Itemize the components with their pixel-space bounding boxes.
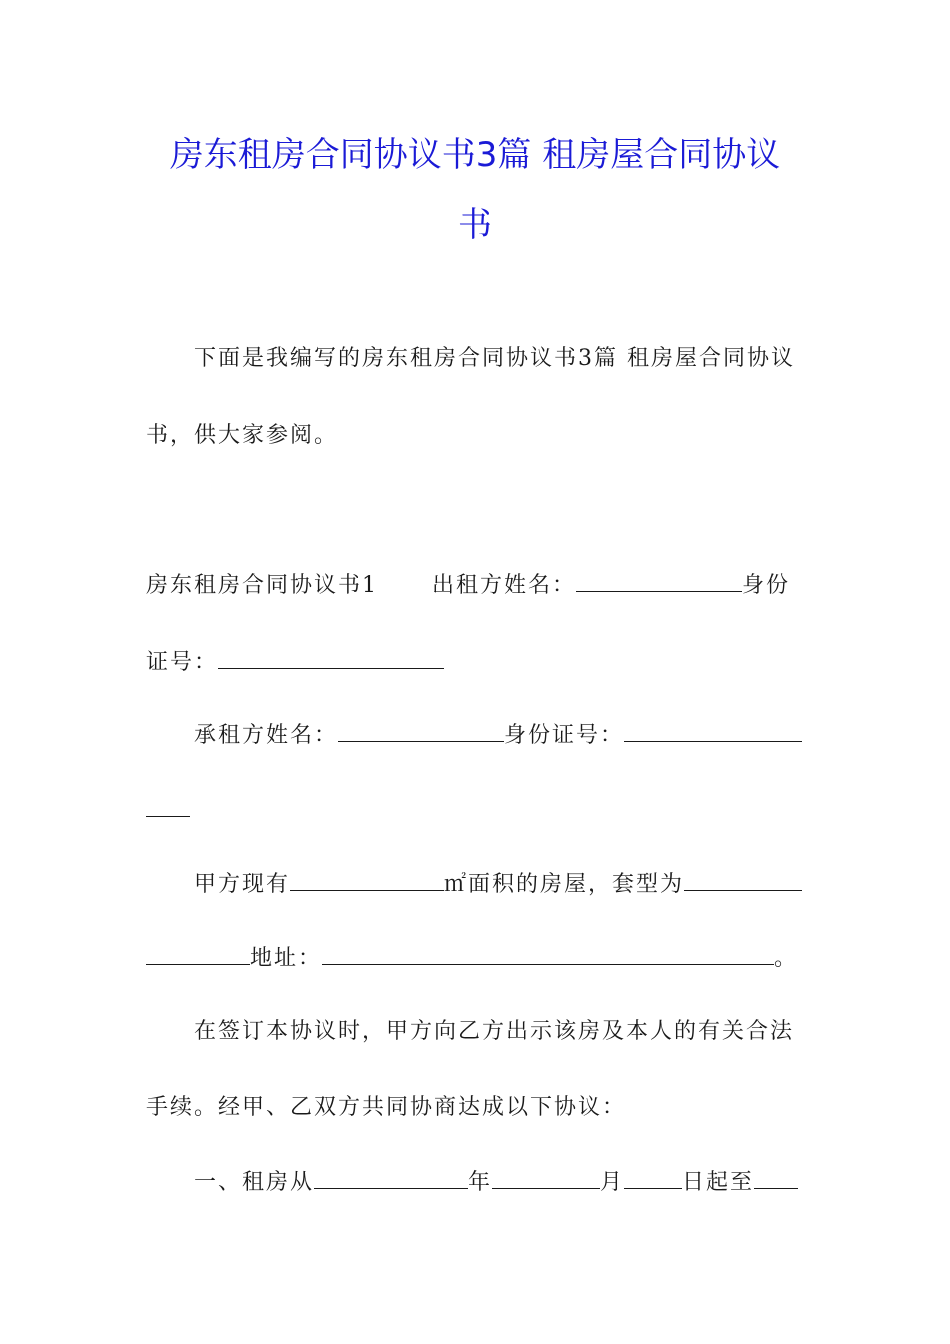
term-end-blank [754,1170,798,1189]
address-label: 地址： [250,946,323,971]
address-blank [322,946,774,965]
document-title-line-1: 房东租房合同协议书3篇 租房屋合同协议 [169,135,781,175]
area-blank [290,872,444,891]
lessor-id-row [146,650,444,674]
lessee-id-blank [624,723,802,742]
layout-type-blank [684,872,802,891]
address-end: 。 [774,946,799,971]
area-label: 甲方现有 [194,872,291,897]
term-month-blank [492,1170,600,1189]
intro-line-1: 下面是我编写的房东租房合同协议书3篇 租房屋合同协议 [194,346,795,371]
lessor-id-label-b: 证号： [146,650,219,675]
intro-line-2: 书，供大家参阅。 [146,423,339,448]
term-year-blank [314,1170,468,1189]
contract-heading: 房东租房合同协议书1 [146,573,378,598]
term-month: 月 [600,1170,625,1195]
term-day-until: 日起至 [682,1170,755,1195]
signing-line-2: 手续。经甲、乙双方共同协商达成以下协议： [146,1095,627,1120]
lessor-id-blank [218,650,444,669]
lessee-id-label: 身份证号： [504,723,625,748]
term-row [194,1170,798,1194]
lessee-name-label: 承租方姓名： [194,723,339,748]
area-unit: ㎡面积的房屋，套型为 [444,872,685,897]
lessor-name-blank [576,573,742,592]
lessee-id-continuation-row [146,798,190,822]
address-row [146,946,798,970]
lessee-id-blank-cont [146,798,190,817]
lessor-id-label-a: 身份 [742,573,791,598]
term-label: 一、租房从 [194,1170,315,1195]
term-year: 年 [468,1170,493,1195]
signing-line-1: 在签订本协议时，甲方向乙方出示该房及本人的有关合法 [194,1019,795,1044]
lessee-name-blank [338,723,504,742]
lessee-row [194,723,802,747]
layout-type-blank-cont [146,946,250,965]
contract-heading-row [146,573,790,597]
area-row [194,872,802,896]
document-title-line-2: 书 [458,205,492,245]
term-day-blank [624,1170,682,1189]
lessor-name-label: 出租方姓名： [432,573,577,598]
